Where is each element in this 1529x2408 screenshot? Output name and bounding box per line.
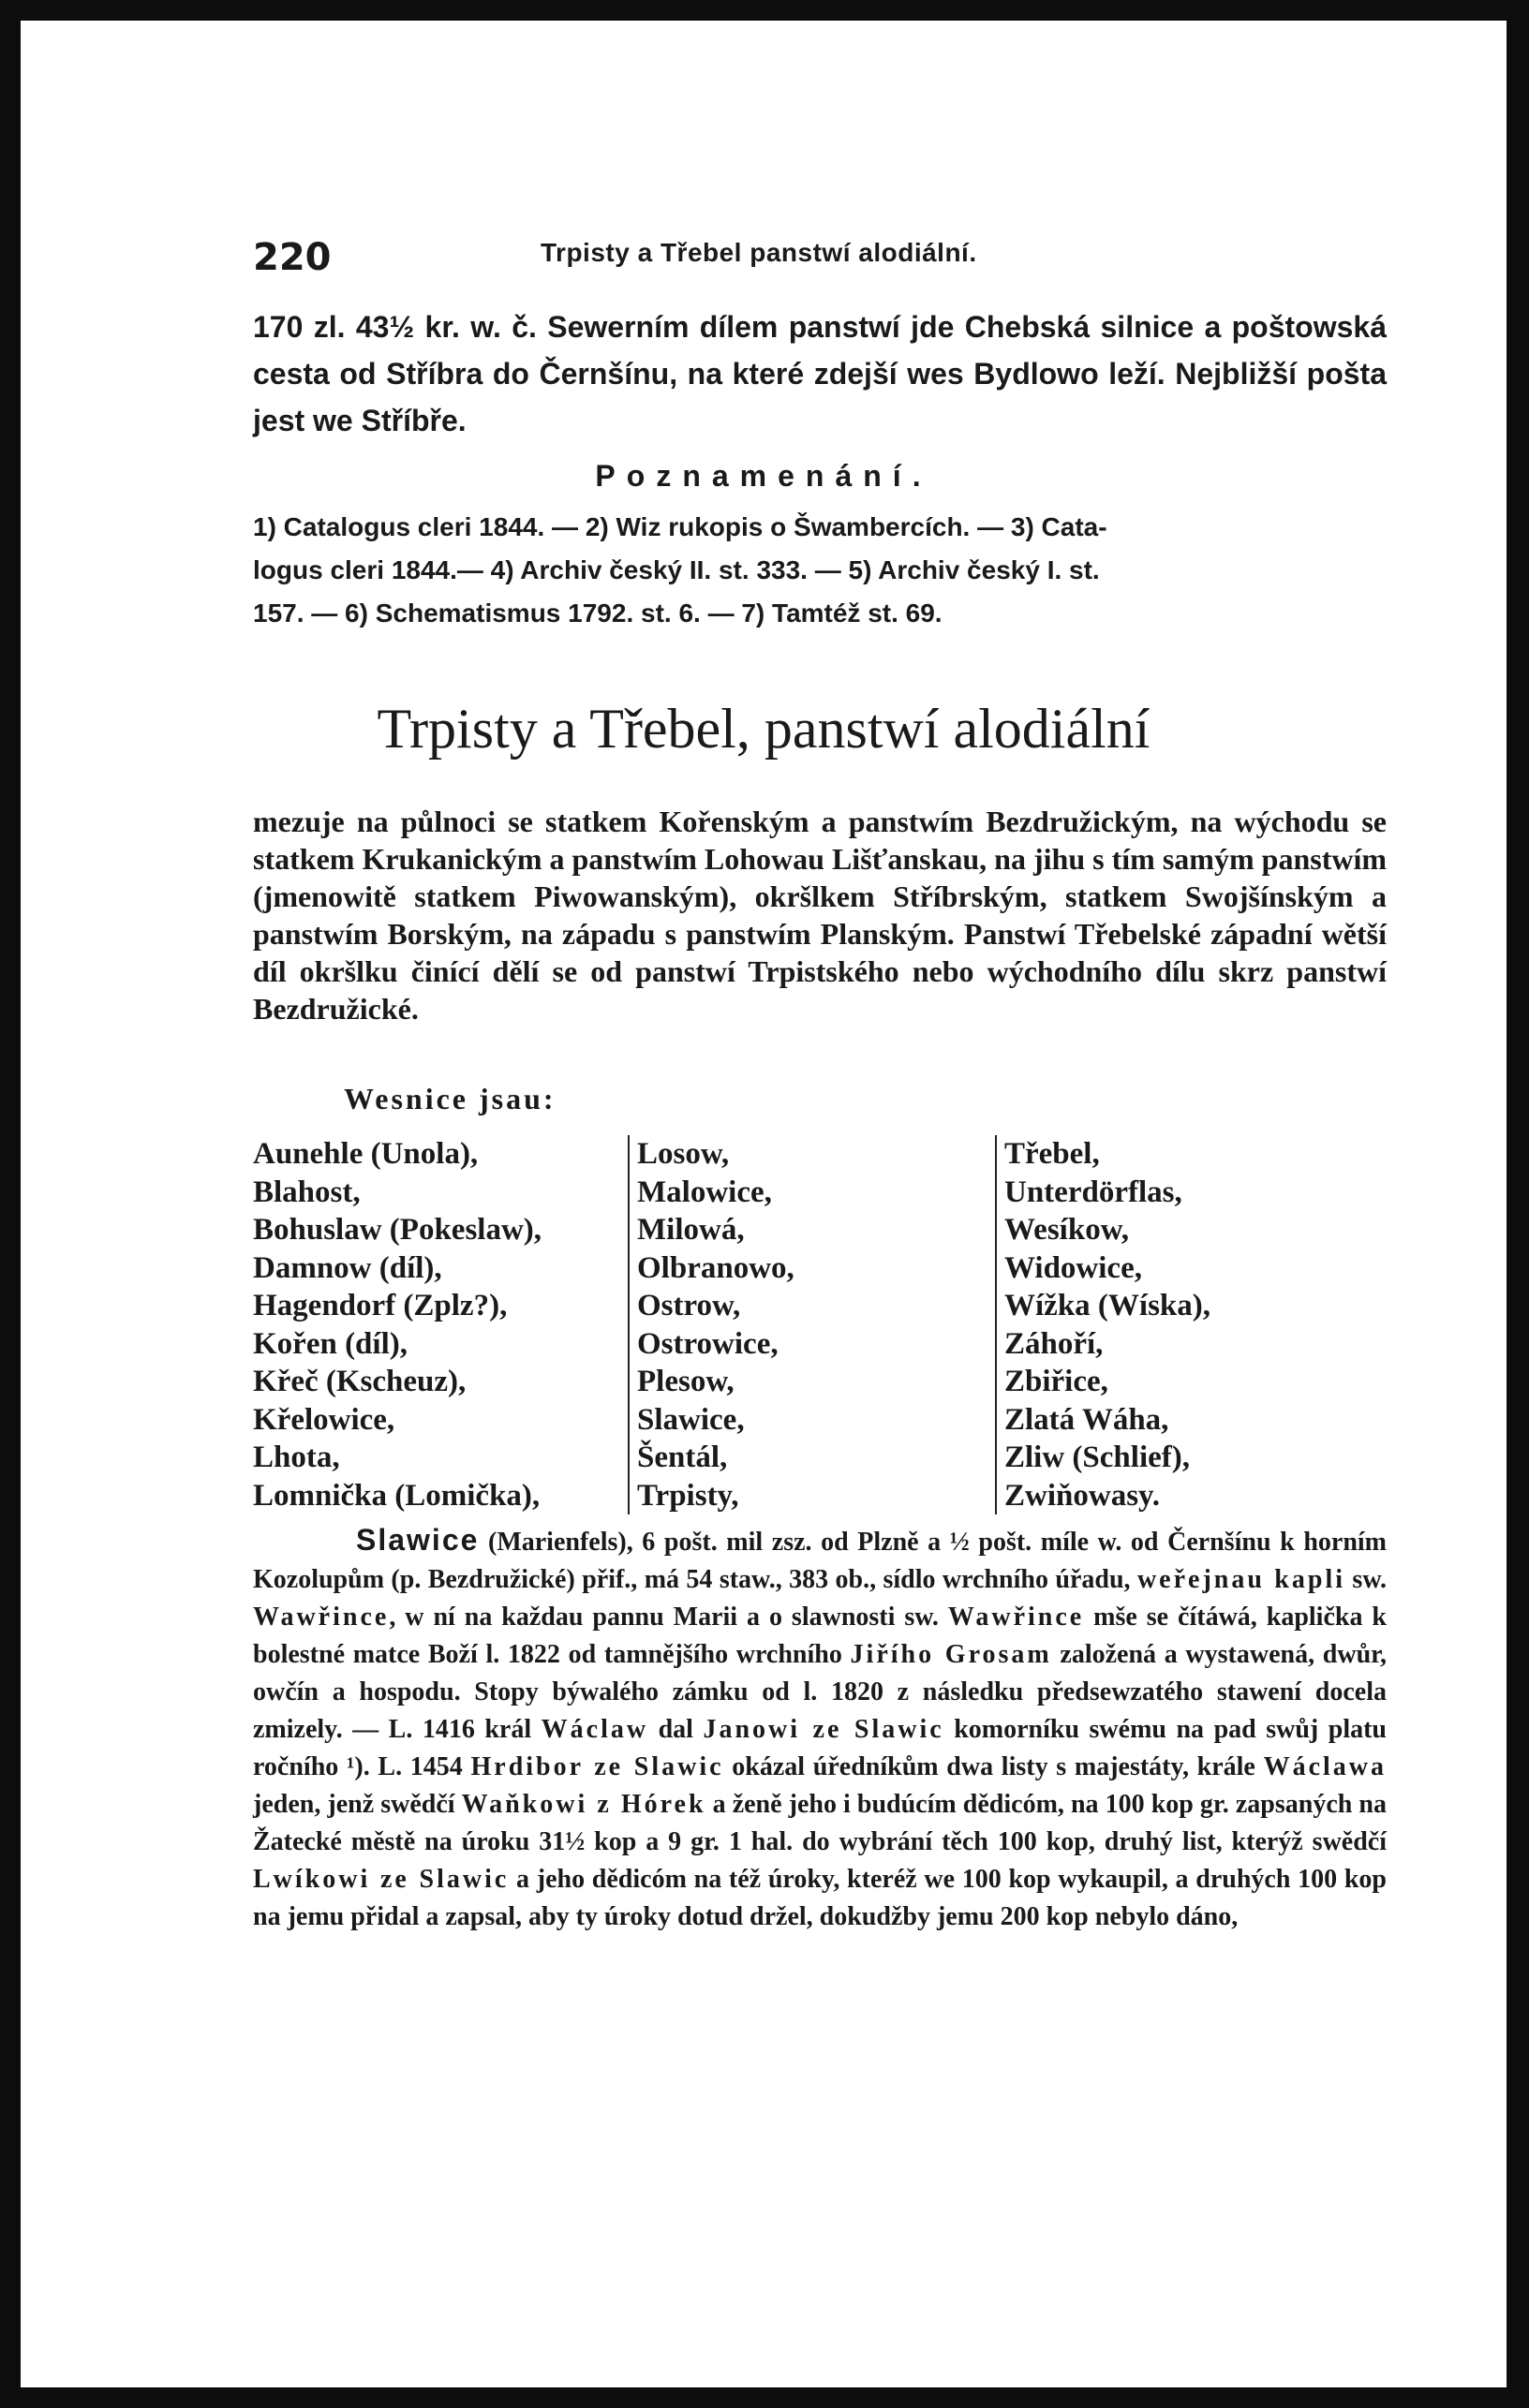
village-item: Bohuslaw (Pokeslaw), — [253, 1213, 542, 1247]
village-item: Milowá, — [637, 1213, 745, 1247]
village-item: Třebel, — [1004, 1137, 1100, 1171]
village-item: Widowice, — [1004, 1250, 1142, 1285]
village-item: Ostrowice, — [637, 1326, 779, 1361]
village-item: Křelowice, — [253, 1402, 395, 1437]
villages-column-1 — [253, 1135, 542, 1514]
village-item: Trpisty, — [637, 1478, 739, 1513]
text-segment: a ženě jeho i budúcím dědicóm, na 100 kop gr. zapsaných na Žatecké městě na úroku 31½ kop a 9 gr. 1 hal. do wybrání těch 100 kop, druhý list, kterýž swědčí — [253, 1790, 1387, 1856]
text-segment: mše se čítáwá, kaplička k bolestné matce Boží l. 1822 od tamnějšího wrchního — [253, 1603, 1387, 1669]
spaced-term: Wáclaw — [541, 1715, 649, 1744]
village-item: Kořen (díl), — [253, 1326, 408, 1361]
village-item: Wížka (Wíska), — [1004, 1289, 1211, 1322]
spaced-term: Janowi ze Slawic — [703, 1715, 944, 1744]
village-item: Unterdörflas, — [1004, 1174, 1182, 1209]
spaced-term: Wawřince — [947, 1603, 1085, 1632]
text-segment: a jeho dědicóm na též úroky, kteréž we 100 kop wykaupil, a druhých 100 kop na jemu přidal a zapsal, aby ty úroky dotud držel, dokudžby jemu 200 kop nebylo dáno, — [253, 1865, 1387, 1931]
village-item: Zliw (Schlief), — [1004, 1440, 1190, 1474]
notes-heading: Poznamenání. — [595, 459, 932, 493]
village-item: Lhota, — [253, 1440, 340, 1474]
villages-heading: Wesnice jsau: — [344, 1082, 557, 1115]
text-segment: (Marienfels), 6 pošt. mil zsz. od Plzně a ½ pošt. míle w. od Černšínu k horním Kozolupům (p. Bezdružické) přif., má 54 staw., 383 ob., sídlo wrchního úřadu, — [253, 1528, 1387, 1594]
note-line: 1) Catalogus cleri 1844. — 2) Wiz rukopis o Šwambercích. — 3) Cata- — [253, 512, 1107, 541]
spaced-term: Hrdibor ze Slawic — [470, 1752, 724, 1781]
village-item: Zlatá Wáha, — [1004, 1402, 1169, 1437]
book-page — [21, 21, 1507, 2387]
villages-column-2 — [628, 1135, 794, 1514]
text-segment: komorníku swému na pad swůj platu ročního ¹). L. 1454 — [253, 1715, 1387, 1781]
running-title: Trpisty a Třebel panstwí alodiální. — [541, 238, 977, 267]
village-item: Losow, — [637, 1137, 730, 1171]
slawice-lead: Slawice — [356, 1523, 480, 1557]
note-line: logus cleri 1844.— 4) Archiv český II. st. 333. — 5) Archiv český I. st. — [253, 555, 1100, 584]
village-item: Lomnička (Lomička), — [253, 1478, 541, 1513]
intro-paragraph: 170 zl. 43½ kr. w. č. Sewerním dílem panstwí jde Chebská silnice a poštowská cesta od Stříbra do Černšínu, na které zdejší wes Bydlowo leží. Nejbližší pošta jest we Stříbře. — [253, 310, 1387, 437]
spaced-term: Wawřince — [253, 1603, 390, 1632]
village-item: Aunehle (Unola), — [253, 1137, 479, 1171]
spaced-term: Waňkowi z Hórek — [461, 1790, 706, 1819]
notes-block — [253, 506, 1387, 635]
village-item: Záhoří, — [1004, 1326, 1104, 1361]
villages-column-3 — [995, 1135, 1210, 1514]
spaced-term: Wáclawa — [1263, 1752, 1387, 1781]
section-title: Trpisty a Třebel, panstwí alodiální — [377, 698, 1150, 760]
village-item: Damnow (díl), — [253, 1250, 442, 1285]
village-item: Křeč (Kscheuz), — [253, 1365, 467, 1398]
text-segment: okázal úředníkům dwa listy s majestáty, krále — [723, 1752, 1264, 1781]
note-line: 157. — 6) Schematismus 1792. st. 6. — 7) Tamtéž st. 69. — [253, 598, 943, 628]
village-item: Wesíkow, — [1004, 1213, 1129, 1247]
page-number: 220 — [253, 236, 332, 279]
village-item: Šentál, — [637, 1440, 728, 1474]
village-item: Hagendorf (Zplz?), — [253, 1289, 508, 1322]
spaced-term: Lwíkowi ze Slawic — [253, 1865, 510, 1894]
village-item: Slawice, — [637, 1402, 745, 1437]
village-item: Olbranowo, — [637, 1250, 794, 1285]
village-item: Zwiňowasy. — [1004, 1478, 1160, 1513]
slawice-paragraph — [253, 1521, 1387, 1936]
section-description: mezuje na půlnoci se statkem Kořenským a panstwím Bezdružickým, na wýchodu se statkem Krukanickým a panstwím Lohowau Lišťanskau, na jihu s tím samým panstwím (jmenowitě statkem Piwowanským), okršlkem Stříbrským, statkem Swojšínským a panstwím Borským, na západu s panstwím Planským. Panstwí Třebelské západní wětší díl okršlku činící dělí se od panstwí Trpistského nebo wýchodního dílu skrz panstwí Bezdružické. — [253, 805, 1387, 1026]
text-segment: sw. — [1345, 1565, 1387, 1594]
text-segment: dal — [648, 1715, 704, 1744]
village-item: Blahost, — [253, 1174, 361, 1209]
spaced-term: weřejnau kapli — [1136, 1565, 1346, 1594]
village-item: Malowice, — [637, 1174, 772, 1209]
text-segment: jeden, jenž swědčí — [253, 1790, 462, 1819]
village-item: Ostrow, — [637, 1289, 741, 1322]
spaced-term: Jiřího Grosam — [850, 1640, 1052, 1669]
text-segment: , w ní na každau pannu Marii a o slawnosti sw. — [389, 1603, 948, 1632]
village-item: Zbiřice, — [1004, 1365, 1108, 1398]
text-segment: založená a wystawená, dwůr, owčín a hospodu. Stopy býwalého zámku od l. 1820 z následku předsewzatého stawení docela zmizely. — L. 1416 král — [253, 1640, 1387, 1744]
village-item: Plesow, — [637, 1365, 735, 1398]
